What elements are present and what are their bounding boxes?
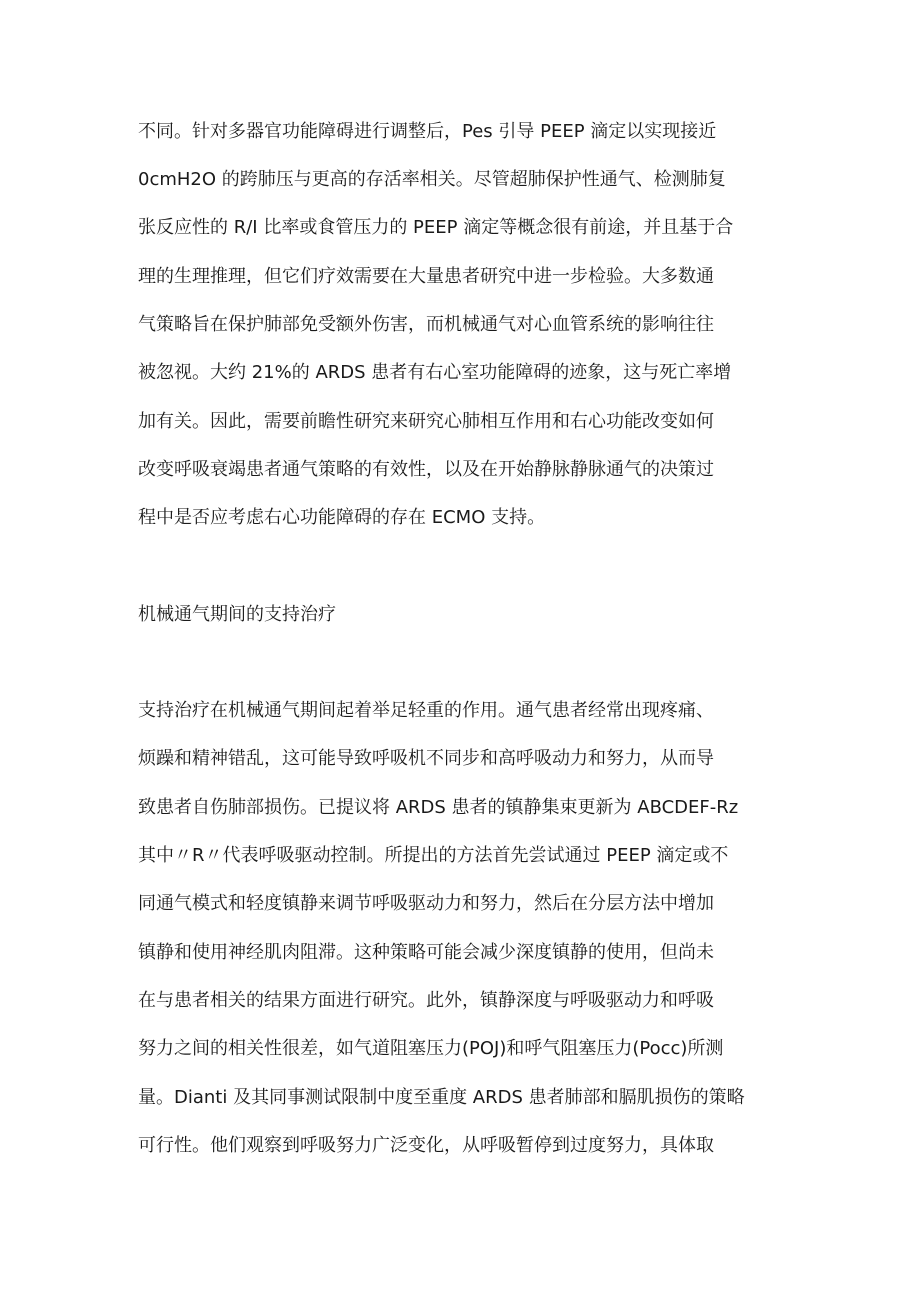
paragraph-1-line-9: 程中是否应考虑右心功能障碍的存在 ECMO 支持。 [138, 507, 546, 528]
paragraph-1-line-5: 气策略旨在保护肺部免受额外伤害，而机械通气对心血管系统的影响往往 [138, 314, 714, 335]
paragraph-2-line-5: 同通气模式和轻度镇静来调节呼吸驱动力和努力，然后在分层方法中增加 [138, 893, 714, 914]
paragraph-1-line-3: 张反应性的 R/I 比率或食管压力的 PEEP 滴定等概念很有前途，并且基于合 [138, 217, 734, 238]
paragraph-2-line-10: 可行性。他们观察到呼吸努力广泛变化，从呼吸暂停到过度努力，具体取 [138, 1135, 714, 1156]
section-heading: 机械通气期间的支持治疗 [138, 604, 336, 625]
paragraph-1-line-1: 不同。针对多器官功能障碍进行调整后，Pes 引导 PEEP 滴定以实现接近 [138, 121, 717, 142]
paragraph-2-line-9: 量。Dianti 及其同事测试限制中度至重度 ARDS 患者肺部和膈肌损伤的策略 [138, 1087, 745, 1108]
paragraph-2-line-4: 其中〃R〃代表呼吸驱动控制。所提出的方法首先尝试通过 PEEP 滴定或不 [138, 845, 729, 866]
paragraph-2-line-6: 镇静和使用神经肌肉阻滞。这种策略可能会减少深度镇静的使用，但尚未 [138, 942, 714, 963]
paragraph-1-line-4: 理的生理推理，但它们疗效需要在大量患者研究中进一步检验。大多数通 [138, 266, 714, 287]
paragraph-1-line-8: 改变呼吸衰竭患者通气策略的有效性，以及在开始静脉静脉通气的决策过 [138, 459, 714, 480]
paragraph-2-line-2: 烦躁和精神错乱，这可能导致呼吸机不同步和高呼吸动力和努力，从而导 [138, 748, 714, 769]
paragraph-2-line-1: 支持治疗在机械通气期间起着举足轻重的作用。通气患者经常出现疼痛、 [138, 700, 714, 721]
paragraph-2-line-7: 在与患者相关的结果方面进行研究。此外，镇静深度与呼吸驱动力和呼吸 [138, 990, 714, 1011]
paragraph-1-line-7: 加有关。因此，需要前瞻性研究来研究心肺相互作用和右心功能改变如何 [138, 411, 714, 432]
paragraph-2-line-8: 努力之间的相关性很差，如气道阻塞压力(POJ)和呼气阻塞压力(Pocc)所测 [138, 1038, 724, 1059]
paragraph-1-line-6: 被忽视。大约 21%的 ARDS 患者有右心室功能障碍的迹象，这与死亡率增 [138, 362, 732, 383]
paragraph-1-line-2: 0cmH2O 的跨肺压与更高的存活率相关。尽管超肺保护性通气、检测肺复 [138, 169, 726, 190]
paragraph-2-line-3: 致患者自伤肺部损伤。已提议将 ARDS 患者的镇静集束更新为 ABCDEF-Rz [138, 797, 739, 818]
